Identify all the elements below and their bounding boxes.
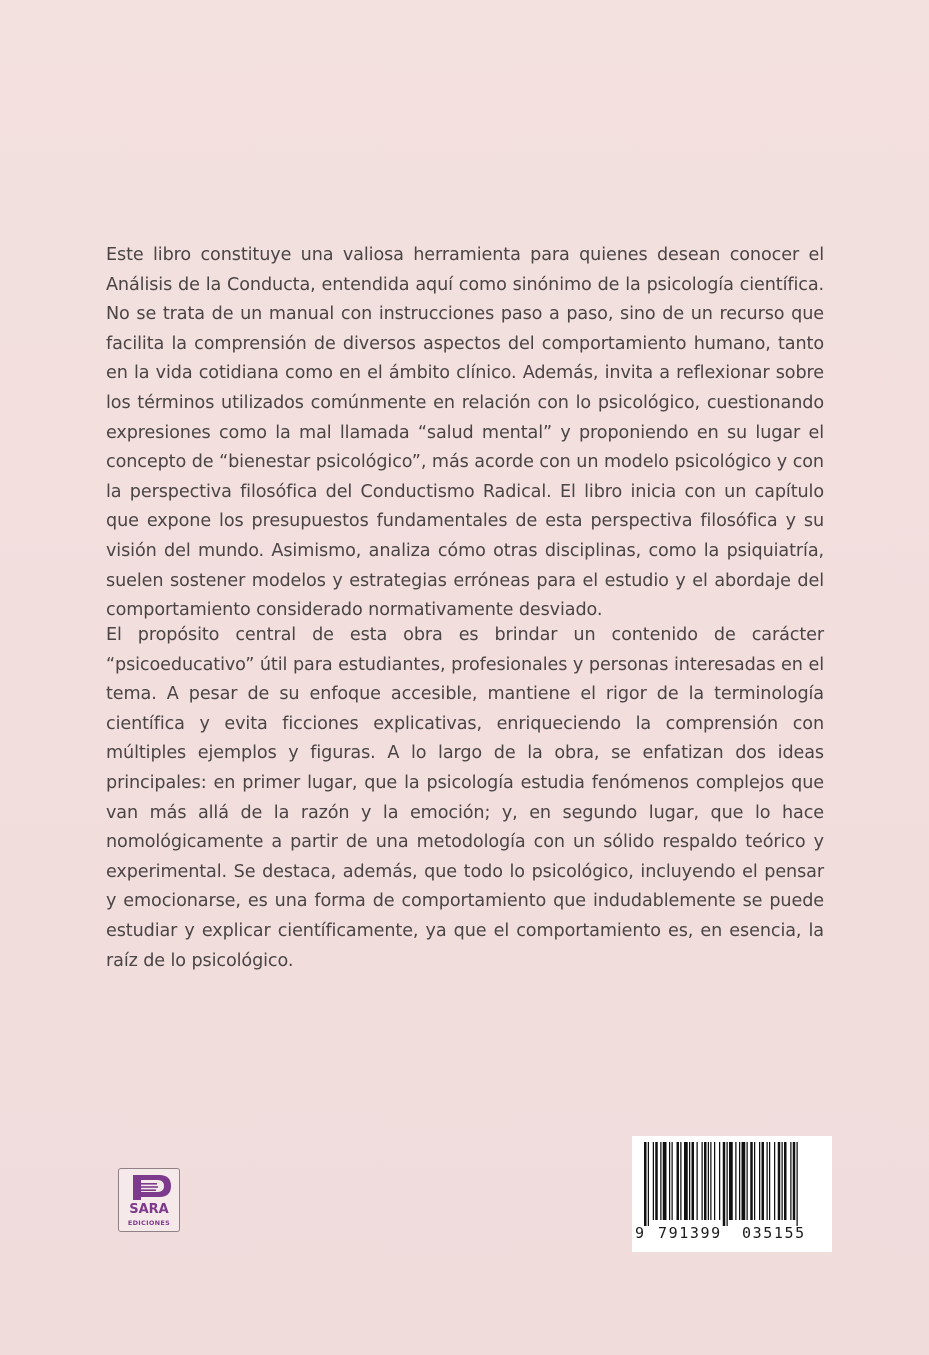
- barcode-bar: [797, 1142, 798, 1226]
- barcode-bar: [689, 1142, 690, 1220]
- barcode-bar: [750, 1142, 753, 1220]
- barcode-bar: [660, 1142, 661, 1220]
- barcode-bar: [742, 1142, 746, 1220]
- barcode-bar: [727, 1142, 728, 1226]
- barcode-digits-left: 791399: [658, 1224, 722, 1242]
- barcode-digit-first: 9: [635, 1224, 645, 1242]
- barcode-bar: [739, 1142, 740, 1220]
- barcode-bar: [747, 1142, 748, 1220]
- barcode-bar: [769, 1142, 770, 1220]
- publisher-subtitle: EDICIONES: [127, 1219, 171, 1227]
- barcode-bar: [648, 1142, 649, 1226]
- barcode-bar: [704, 1142, 707, 1220]
- barcode-bar: [735, 1142, 736, 1220]
- barcode-bar: [784, 1142, 787, 1220]
- barcode-bar: [708, 1142, 709, 1220]
- barcode-bar: [793, 1142, 796, 1220]
- isbn-barcode: [632, 1136, 832, 1252]
- publisher-name: SARA: [129, 1202, 169, 1217]
- barcode-bar: [697, 1142, 698, 1220]
- barcode-bar: [672, 1142, 673, 1220]
- barcode-bar: [714, 1142, 715, 1220]
- blurb-paragraph-2: El propósito central de esta obra es brindar un contenido de carácter “psicoeducativo” útil para estudiantes, profesionales y personas interesadas en el tema. A pesar de su enfoque accesible, mantiene el rigor de la terminología científica y evita ficciones explicativas, enriqueciendo la comprensión con múltiples ejemplos y figuras. A lo largo de la obra, se enfatizan dos ideas principales: en primer lugar, que la psicología estudia fenómenos complejos que van más allá de la razón y la emoción; y, en segundo lugar, que lo hace nomológicamente a partir de una metodología con un sólido respaldo teórico y experimental. Se destaca, además, que todo lo psicológico, incluyendo el pensar y emocionarse, es una forma de comportamiento que indudablemente se puede estudiar y explicar científicamente, ya que el comportamiento es, en esencia, la raíz de lo psicológico.: [106, 625, 824, 971]
- barcode-bar: [762, 1142, 765, 1220]
- barcode-bar: [759, 1142, 760, 1220]
- barcode-digits: [632, 1224, 832, 1246]
- barcode-bar: [767, 1142, 768, 1220]
- barcode-bar: [729, 1142, 733, 1220]
- barcode-bar: [663, 1142, 667, 1220]
- publisher-logo: [118, 1168, 180, 1232]
- barcode-bar: [782, 1142, 783, 1220]
- barcode-bars: [632, 1136, 832, 1228]
- barcode-bar: [778, 1142, 781, 1220]
- barcode-bar: [669, 1142, 670, 1220]
- barcode-bar: [655, 1142, 658, 1220]
- barcode-bar: [680, 1142, 681, 1220]
- barcode-bar: [684, 1142, 688, 1220]
- barcode-bar: [677, 1142, 680, 1220]
- barcode-bar: [719, 1142, 720, 1220]
- barcode-bar: [790, 1142, 791, 1220]
- barcode-bar: [644, 1142, 647, 1226]
- barcode-bar: [723, 1142, 726, 1226]
- blurb-paragraph-1: Este libro constituye una valiosa herramienta para quienes desean conocer el Análisis de la Conducta, entendida aquí como sinónimo de la psicología científica. No se trata de un manual con instrucciones paso a paso, sino de un recurso que facilita la comprensión de diversos aspectos del comportamiento humano, tanto en la vida cotidiana como en el ámbito clínico. Además, invita a reflexionar sobre los términos utilizados comúnmente en relación con lo psicológico, cuestionando expresiones como la mal llamada “salud mental” y proponiendo en su lugar el concepto de “bienestar psicológico”, más acorde con un modelo psicológico y con la perspectiva filosófica del Conductismo Radical. El libro inicia con un capítulo que expone los presupuestos fundamentales de esta perspectiva filosófica y su visión del mundo. Asimismo, analiza cómo otras disciplinas, como la psiquiatría, suelen sostener modelos y estrategias erróneas para el estudio y el abordaje del comportamiento considerado normativamente desviado.: [106, 245, 824, 621]
- barcode-bar: [692, 1142, 695, 1220]
- barcode-digits-right: 035155: [742, 1224, 806, 1242]
- barcode-bar: [774, 1142, 775, 1220]
- barcode-bar: [710, 1142, 711, 1220]
- barcode-bar: [754, 1142, 755, 1220]
- barcode-bar: [702, 1142, 703, 1220]
- barcode-bar: [653, 1142, 654, 1220]
